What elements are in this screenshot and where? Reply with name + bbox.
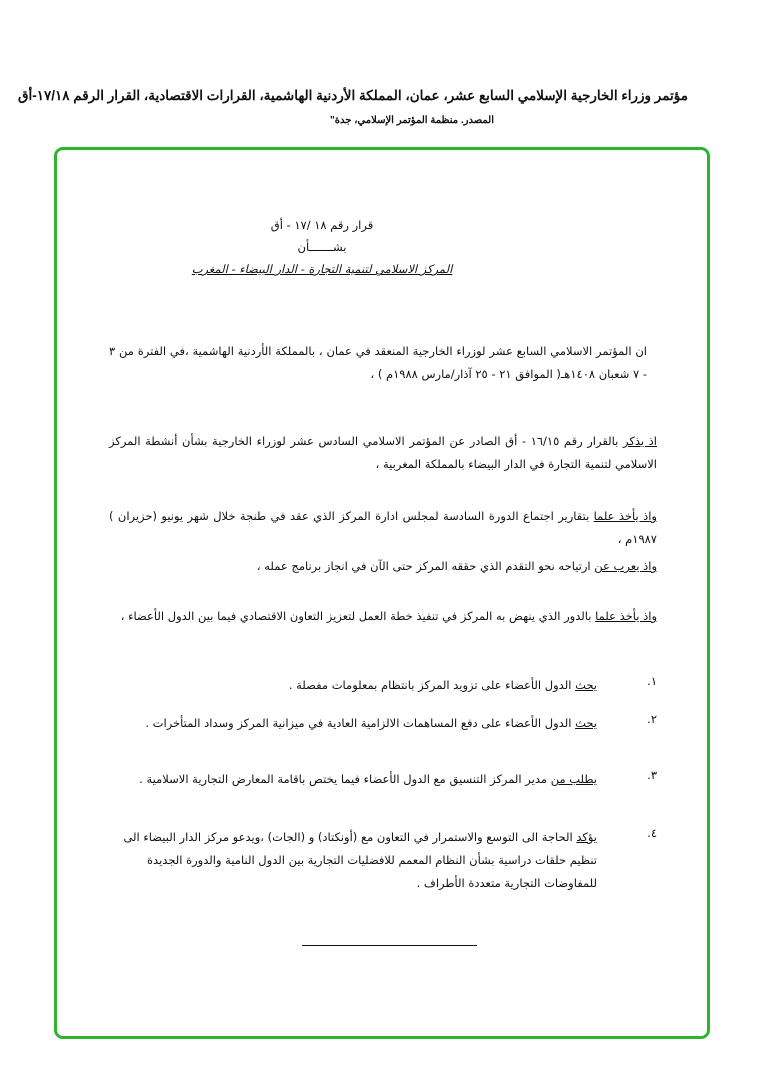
preamble-text: بتقارير اجتماع الدورة السادسة لمجلس ادارة المركز الذي عقد في طنجة خلال شهر يونيو (حزيران ) ١٩٨٧م ، [109,509,657,546]
item-number: ٢. [647,712,657,726]
closing-rule [302,945,477,946]
preamble-text: بالدور الذي ينهض به المركز في تنفيذ خطة العمل لتعزيز التعاون الاقتصادي فيما بين الدول الأعضاء ، [120,609,596,623]
item-lead: يحث [575,716,597,730]
operative-item [109,674,597,697]
item-lead: يطلب من [550,772,597,786]
preamble-paragraph [109,555,657,578]
preamble-paragraph [109,505,657,551]
preamble-paragraph [109,605,657,628]
document-frame [54,147,710,1039]
item-text: الدول الأعضاء على دفع المساهمات الالزامية العادية في ميزانية المركز وسداد المتأخرات . [145,716,576,730]
item-text: الحاجة الى التوسع والاستمرار في التعاون مع (أونكتاد) و (الجات) ،ويدعو مركز الدار البيضاء الى تنظيم حلقات دراسية بشأن النظام المعمم للافضليات التجارية بين الدول النامية والدورة الجديدة للمفاوضات التجارية متعددة الأطراف . [123,830,597,890]
operative-item [109,768,597,791]
item-lead: يؤكد [576,830,597,844]
item-text: مدير المركز التنسيق مع الدول الأعضاء فيما يختص باقامة المعارض التجارية الاسلامية . [139,772,551,786]
item-lead: يحث [575,678,597,692]
item-number: ١. [647,674,657,688]
document-header-title: مؤتمر وزراء الخارجية الإسلامي السابع عشر، عمان، المملكة الأردنية الهاشمية، القرارات الاقتصادية، القرار الرقم ١٧/١٨-أق [17,88,688,103]
item-text: الدول الأعضاء على تزويد المركز بانتظام بمعلومات مفصلة . [288,678,576,692]
preamble-lead: واذ يأخذ علما [595,609,657,623]
item-number: ٣. [647,768,657,782]
preamble-text: بالقرار رقم ١٦/١٥ - أق الصادر عن المؤتمر الاسلامي السادس عشر لوزراء الخارجية بشأن أنشطة المركز الاسلامي لتنمية التجارة في الدار البيضاء بالمملكة المغربية ، [109,434,657,471]
preamble-lead: واذ يأخذ علما [593,509,657,523]
resolution-subject: المركز الاسلامي لتنمية التجارة - الدار البيضاء - المغرب [191,262,453,276]
preamble-text: ارتياحه نحو التقدم الذي حققه المركز حتى الآن في انجاز برنامج عمله ، [256,559,595,573]
preamble-lead: اذ يذكر [623,434,657,448]
resolution-regarding: بشـــــــأن [297,240,347,254]
operative-item [109,712,597,735]
preamble-lead: واذ يعرب عن [594,559,657,573]
item-number: ٤. [647,826,657,840]
intro-paragraph: ان المؤتمر الاسلامي السابع عشر لوزراء الخارجية المنعقد في عمان ، بالمملكة الأردنية الهاشمية ،في الفترة من ٣ - ٧ شعبان ١٤٠٨هـ( الموافق ٢١ - ٢٥ آذار/مارس ١٩٨٨م ) ، [109,344,647,381]
preamble-paragraph [109,430,657,476]
document-source: المصدر. منظمة المؤتمر الإسلامي، جدة" [330,115,494,126]
resolution-page [57,150,707,1036]
operative-item [109,826,597,895]
resolution-number: قرار رقم ١٨ /١٧ - أق [270,218,374,232]
